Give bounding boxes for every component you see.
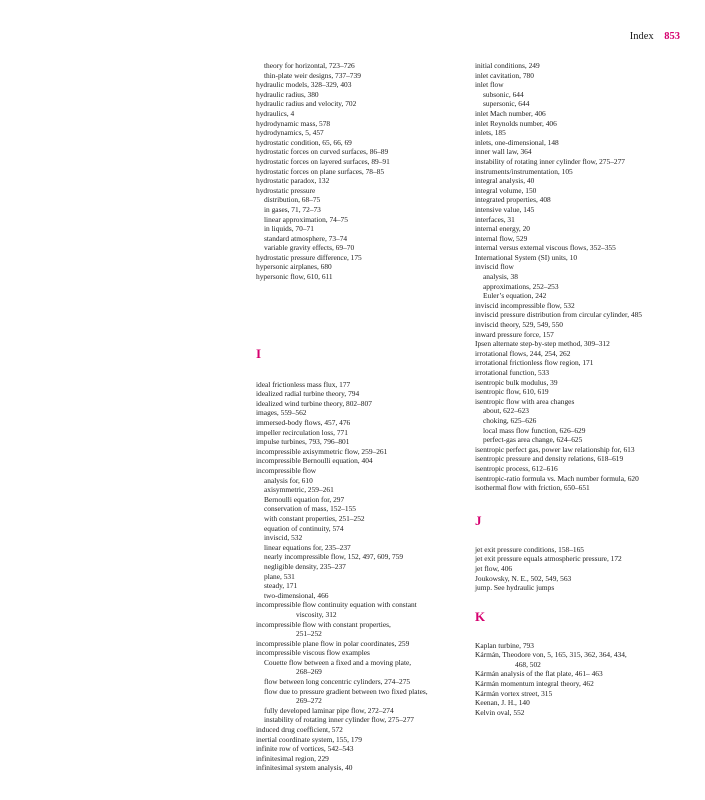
entries-group-j	[475, 545, 690, 593]
running-head	[630, 31, 680, 42]
section-letter-j: J	[475, 512, 482, 528]
index-subentry: standard atmosphere, 73–74	[264, 233, 348, 243]
index-subentry: linear approximation, 74–75	[264, 214, 348, 224]
index-entry: instability of rotating inner cylinder flow, 275–277	[475, 156, 625, 166]
index-entry: integral volume, 150	[475, 185, 537, 195]
index-subentry: choking, 625–626	[483, 415, 537, 425]
index-subentry: perfect-gas area change, 624–625	[483, 435, 583, 445]
index-entry: inviscid incompressible flow, 532	[475, 300, 575, 310]
index-entry: incompressible flow	[256, 466, 317, 475]
index-entry: hydrostatic pressure	[256, 185, 316, 195]
index-entry: hydrostatic forces on plane surfaces, 78–85	[256, 166, 385, 176]
section-gap	[256, 282, 471, 346]
index-continuation: viscosity, 312	[296, 609, 337, 619]
index-entry: inviscid flow	[475, 262, 514, 272]
index-subentry: Couette flow between a fixed and a moving plate,	[264, 657, 412, 667]
section-gap	[475, 593, 690, 609]
index-entry: hydraulics, 4	[256, 108, 295, 118]
index-entry: isentropic process, 612–616	[475, 463, 558, 473]
index-entry: initial conditions, 249	[475, 61, 540, 70]
index-entry: integral analysis, 40	[475, 176, 535, 186]
entries-group-i	[256, 380, 471, 773]
index-entry: hydrostatic forces on curved surfaces, 86–89	[256, 147, 389, 157]
index-column-right	[475, 61, 690, 717]
index-entry: incompressible flow with constant properties,	[256, 619, 391, 629]
index-subentry: plane, 531	[264, 571, 295, 581]
index-subentry: instability of rotating inner cylinder flow, 275–277	[264, 715, 414, 725]
index-subentry: axisymmetric, 259–261	[264, 485, 334, 495]
section-letter-i: I	[256, 345, 262, 361]
index-entry: Kármán, Theodore von, 5, 165, 315, 362, 364, 434,	[475, 650, 627, 660]
index-entry: isentropic perfect gas, power law relationship for, 613	[475, 444, 635, 454]
index-subentry: thin-plate weir designs, 737–739	[264, 70, 361, 80]
index-subentry: about, 622–623	[483, 406, 529, 416]
section-gap	[475, 529, 690, 545]
index-entry: impeller recirculation loss, 771	[256, 427, 348, 437]
index-entry: inward pressure force, 157	[475, 329, 554, 339]
index-entry: hypersonic airplanes, 680	[256, 262, 332, 272]
index-column-left	[256, 61, 471, 773]
index-entry: hydrostatic forces on layered surfaces, 89–91	[256, 156, 390, 166]
index-entry: incompressible flow continuity equation with constant	[256, 600, 417, 610]
index-subentry: analysis, 38	[483, 272, 518, 282]
index-entry: jet exit pressure equals atmospheric pressure, 172	[475, 554, 622, 564]
index-entry: inlet cavitation, 780	[475, 70, 534, 80]
index-entry: hydrostatic condition, 65, 66, 69	[256, 137, 352, 147]
index-entry: Keenan, J. H., 140	[475, 698, 530, 708]
index-entry: immersed-body flows, 457, 476	[256, 418, 351, 428]
index-subentry: steady, 171	[264, 581, 298, 591]
index-subentry: fully developed laminar pipe flow, 272–274	[264, 705, 394, 715]
index-subentry: conservation of mass, 152–155	[264, 504, 356, 514]
index-subentry: supersonic, 644	[483, 99, 530, 109]
index-entry: hydrodynamics, 5, 457	[256, 128, 324, 138]
index-entry: inlet Reynolds number, 406	[475, 118, 557, 128]
index-continuation: 268–269	[296, 667, 322, 677]
index-entry: Kármán momentum integral theory, 462	[475, 679, 594, 689]
index-entry: isothermal flow with friction, 650–651	[475, 483, 590, 493]
index-entry: inlet Mach number, 406	[475, 108, 546, 118]
index-entry: irrotational function, 533	[475, 368, 550, 377]
index-subentry: approximations, 252–253	[483, 281, 559, 291]
entries-group-k	[475, 641, 690, 718]
index-entry: isentropic flow, 610, 619	[475, 387, 549, 397]
section-gap	[256, 362, 471, 380]
index-entry: irrotational flows, 244, 254, 262	[475, 348, 571, 358]
index-entry: hydraulic models, 328–329, 403	[256, 80, 352, 90]
index-entry: inlets, one-dimensional, 148	[475, 137, 559, 147]
index-entry: inner wall law, 364	[475, 147, 532, 157]
index-entry: Ipsen alternate step-by-step method, 309–312	[475, 339, 610, 349]
index-entry: isentropic flow with area changes	[475, 396, 575, 406]
index-entry: inlet flow	[475, 80, 504, 90]
index-entry: isentropic bulk modulus, 39	[475, 377, 558, 387]
index-entry: induced drug coefficient, 572	[256, 725, 343, 735]
index-entry: isentropic-ratio formula vs. Mach number formula, 620	[475, 473, 639, 483]
index-subentry: in gases, 71, 72–73	[264, 204, 321, 214]
index-subentry: Euler’s equation, 242	[483, 291, 547, 301]
index-entry: integrated properties, 408	[475, 195, 551, 205]
index-continuation: 468, 502	[515, 659, 541, 669]
index-entry: impulse turbines, 793, 796–801	[256, 437, 350, 447]
index-entry: idealized wind turbine theory, 802–807	[256, 398, 372, 408]
index-entry: ideal frictionless mass flux, 177	[256, 379, 351, 389]
index-subentry: subsonic, 644	[483, 89, 524, 99]
index-subentry: analysis for, 610	[264, 475, 313, 485]
index-entry: inviscid theory, 529, 549, 550	[475, 320, 563, 330]
index-subentry: in liquids, 70–71	[264, 224, 314, 234]
index-entry: isentropic pressure and density relations, 618–619	[475, 454, 624, 464]
index-entry: interfaces, 31	[475, 214, 515, 224]
index-continuation: 269–272	[296, 696, 322, 706]
section-gap	[475, 493, 690, 513]
index-subentry: inviscid, 532	[264, 533, 303, 543]
index-entry: hydraulic radius, 380	[256, 89, 319, 99]
section-letter-k: K	[475, 608, 486, 624]
index-subentry: theory for horizontal, 723–726	[264, 61, 355, 70]
index-entry: infinitesimal system analysis, 40	[256, 763, 353, 773]
index-subentry: linear equations for, 235–237	[264, 542, 351, 552]
index-subentry: local mass flow function, 626–629	[483, 425, 586, 435]
index-continuation: 251–252	[296, 629, 322, 639]
index-subentry: flow between long concentric cylinders, 274–275	[264, 677, 411, 687]
index-entry: internal versus external viscous flows, 352–355	[475, 243, 616, 253]
index-subentry: variable gravity effects, 69–70	[264, 243, 355, 253]
index-entry: incompressible viscous flow examples	[256, 648, 370, 658]
page-number: 853	[664, 31, 680, 42]
index-entry: irrotational frictionless flow region, 171	[475, 358, 594, 368]
index-subentry: negligible density, 235–237	[264, 561, 346, 571]
index-entry: images, 559–562	[256, 408, 307, 418]
index-entry: Kármán vortex street, 315	[475, 688, 553, 698]
index-entry: infinitesimal region, 229	[256, 753, 329, 763]
index-subentry: Bernoulli equation for, 297	[264, 494, 345, 504]
index-entry: hydrostatic pressure difference, 175	[256, 252, 362, 262]
index-entry: idealized radial turbine theory, 794	[256, 389, 360, 399]
index-heading: Index	[629, 31, 654, 42]
index-entry: jet flow, 406	[475, 563, 513, 573]
index-entry: hypersonic flow, 610, 611	[256, 272, 333, 282]
index-entry: inertial coordinate system, 155, 179	[256, 734, 362, 744]
index-subentry: flow due to pressure gradient between two fixed plates,	[264, 686, 428, 696]
index-entry: infinite row of vortices, 542–543	[256, 744, 354, 754]
index-entry: jet exit pressure conditions, 158–165	[475, 544, 584, 554]
index-entry: inviscid pressure distribution from circular cylinder, 485	[475, 310, 642, 320]
index-subentry: distribution, 68–75	[264, 195, 321, 205]
entries-group-h	[256, 61, 471, 282]
index-entry: Joukowsky, N. E., 502, 549, 563	[475, 573, 572, 583]
index-entry: intensive value, 145	[475, 204, 535, 214]
index-subentry: with constant properties, 251–252	[264, 513, 365, 523]
index-entry: hydrostatic paradox, 132	[256, 176, 330, 186]
entries-group-i-cont	[475, 61, 690, 493]
index-subentry: nearly incompressible flow, 152, 497, 609, 759	[264, 552, 404, 562]
index-entry: Kármán analysis of the flat plate, 461– 463	[475, 669, 603, 679]
index-entry: hydrodynamic mass, 578	[256, 118, 331, 128]
index-entry: incompressible Bernoulli equation, 404	[256, 456, 373, 466]
index-subentry: two-dimensional, 466	[264, 590, 329, 600]
index-entry: International System (SI) units, 10	[475, 252, 578, 262]
index-entry: internal flow, 529	[475, 233, 528, 243]
index-entry: inlets, 185	[475, 128, 506, 138]
index-entry: hydraulic radius and velocity, 702	[256, 99, 357, 109]
index-entry: Kelvin oval, 552	[475, 707, 525, 717]
index-entry: instruments/instrumentation, 105	[475, 166, 573, 176]
index-entry: incompressible axisymmetric flow, 259–261	[256, 446, 388, 456]
section-gap	[475, 625, 690, 641]
index-entry: internal energy, 20	[475, 224, 530, 234]
index-entry: Kaplan turbine, 793	[475, 640, 534, 650]
index-subentry: equation of continuity, 574	[264, 523, 344, 533]
index-entry: jump. See hydraulic jumps	[475, 583, 555, 593]
index-entry: incompressible plane flow in polar coordinates, 259	[256, 638, 410, 648]
